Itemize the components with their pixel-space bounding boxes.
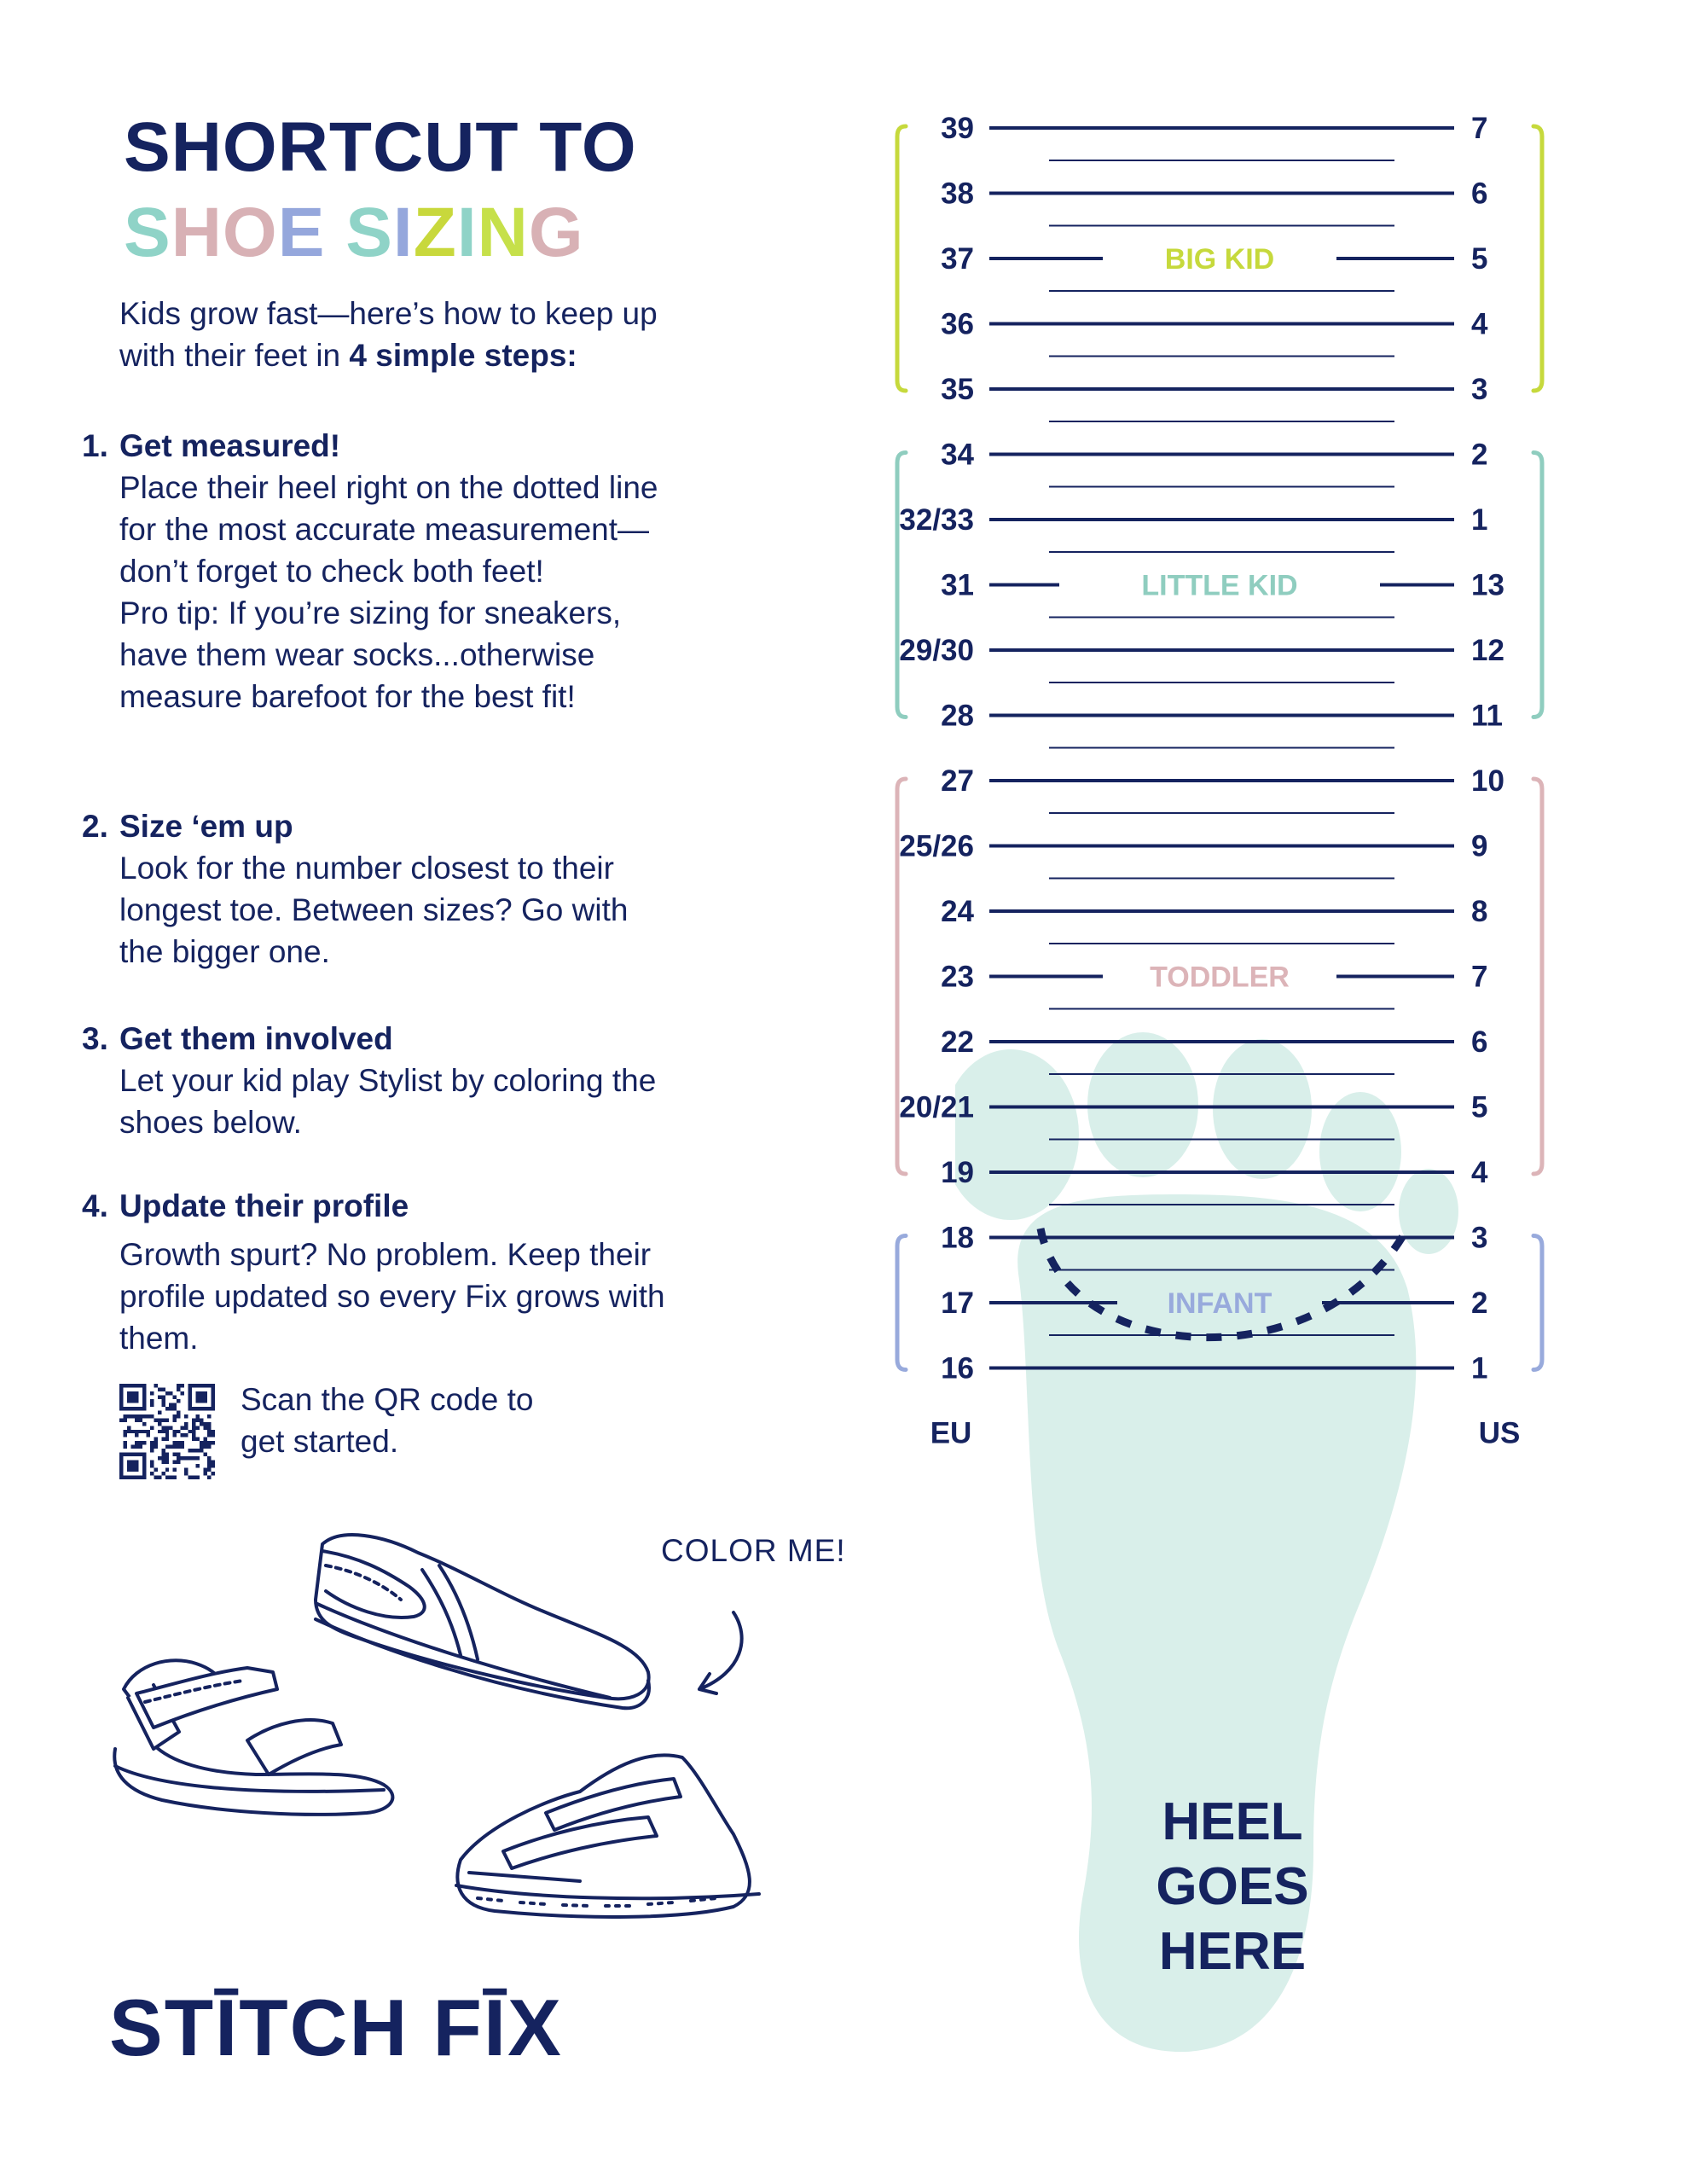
eu-size-label: 29/30 bbox=[899, 634, 974, 667]
us-size-label: 1 bbox=[1471, 503, 1488, 537]
eu-size-label: 16 bbox=[941, 1351, 974, 1385]
title-letter: Z bbox=[413, 194, 457, 271]
us-size-label: 4 bbox=[1471, 307, 1488, 341]
intro-regular: Kids grow fast—here’s how to keep up with their feet in bbox=[119, 296, 658, 373]
title-letter: I bbox=[392, 194, 414, 271]
heel-goes-here-label bbox=[1139, 1790, 1326, 1984]
title-letter: G bbox=[528, 194, 584, 271]
eu-size-label: 34 bbox=[941, 438, 974, 472]
eu-axis-label: EU bbox=[930, 1416, 972, 1450]
step-heading bbox=[82, 805, 679, 847]
title-letter bbox=[325, 194, 345, 271]
title-letter: S bbox=[345, 194, 393, 271]
group-bracket-left bbox=[897, 126, 906, 391]
group-bracket-left bbox=[897, 453, 906, 717]
group-label: TODDLER bbox=[1150, 961, 1290, 994]
eu-size-label: 23 bbox=[941, 960, 974, 994]
us-size-label: 5 bbox=[1471, 1090, 1488, 1124]
title-letter: H bbox=[171, 194, 223, 271]
us-size-label: 10 bbox=[1471, 764, 1504, 798]
eu-size-label: 18 bbox=[941, 1221, 974, 1255]
slip-on-shoe-icon bbox=[316, 1535, 649, 1708]
us-size-label: 7 bbox=[1471, 960, 1488, 994]
us-size-label: 3 bbox=[1471, 373, 1488, 406]
us-size-label: 11 bbox=[1471, 699, 1503, 733]
title-letter: S bbox=[124, 194, 171, 271]
eu-size-label: 24 bbox=[941, 895, 974, 928]
step-heading bbox=[82, 425, 679, 467]
title-letter: E bbox=[277, 194, 326, 271]
step-paragraph: Growth spurt? No problem. Keep their profile updated so every Fix grows with them. bbox=[119, 1237, 665, 1356]
step-paragraph: Look for the number closest to their longest toe. Between sizes? Go with the bigger one. bbox=[119, 851, 629, 969]
title-letter: N bbox=[477, 194, 529, 271]
us-axis-label: US bbox=[1478, 1416, 1521, 1450]
group-bracket-right bbox=[1533, 126, 1542, 391]
eu-size-label: 20/21 bbox=[899, 1090, 974, 1124]
step-1 bbox=[82, 425, 679, 717]
step-paragraph: Pro tip: If you’re sizing for sneakers, have them wear socks...otherwise measure barefoot for the best fit! bbox=[119, 595, 622, 714]
group-bracket-right bbox=[1533, 779, 1542, 1174]
heel-line-1: HEEL bbox=[1162, 1792, 1303, 1851]
group-label: LITTLE KID bbox=[1141, 569, 1298, 602]
step-body bbox=[119, 467, 679, 717]
us-size-label: 9 bbox=[1471, 829, 1488, 863]
shoes-illustration bbox=[102, 1519, 844, 1928]
heel-line-2: GOES bbox=[1156, 1857, 1309, 1916]
title-letter: O bbox=[222, 194, 278, 271]
step-2 bbox=[82, 805, 679, 973]
curved-arrow-icon bbox=[699, 1612, 742, 1693]
brand-logo: STĪTCH FĪX bbox=[109, 1983, 563, 2072]
title-letter: I bbox=[456, 194, 478, 271]
step-body bbox=[119, 1060, 679, 1143]
step-title: Get them involved bbox=[119, 1021, 393, 1056]
eu-size-label: 36 bbox=[941, 307, 974, 341]
intro-text bbox=[119, 293, 665, 376]
group-bracket-right bbox=[1533, 453, 1542, 717]
step-paragraph: Let your kid play Stylist by coloring the shoes below. bbox=[119, 1063, 657, 1140]
eu-size-label: 37 bbox=[941, 242, 974, 276]
step-number: 4. bbox=[82, 1188, 108, 1223]
us-size-label: 3 bbox=[1471, 1221, 1488, 1255]
size-ruler bbox=[870, 85, 1603, 1502]
sandal-icon bbox=[114, 1660, 392, 1815]
us-size-label: 8 bbox=[1471, 895, 1488, 928]
eu-size-label: 32/33 bbox=[899, 503, 974, 537]
eu-size-label: 38 bbox=[941, 177, 974, 211]
us-size-label: 4 bbox=[1471, 1156, 1488, 1189]
qr-caption: Scan the QR code to get started. bbox=[241, 1382, 534, 1459]
step-heading bbox=[82, 1185, 679, 1227]
group-bracket-left bbox=[897, 1236, 906, 1370]
us-size-label: 13 bbox=[1471, 568, 1504, 602]
group-label: INFANT bbox=[1167, 1287, 1272, 1320]
step-number: 1. bbox=[82, 428, 108, 463]
step-3 bbox=[82, 1018, 679, 1143]
sneaker-icon bbox=[456, 1755, 759, 1917]
us-size-label: 6 bbox=[1471, 1025, 1488, 1059]
step-body bbox=[119, 1234, 679, 1359]
us-size-label: 2 bbox=[1471, 438, 1488, 472]
eu-size-label: 31 bbox=[941, 568, 974, 602]
eu-size-label: 25/26 bbox=[899, 829, 974, 863]
qr-code[interactable] bbox=[119, 1384, 215, 1479]
step-number: 2. bbox=[82, 809, 108, 844]
eu-size-label: 35 bbox=[941, 373, 974, 406]
step-4 bbox=[82, 1185, 679, 1359]
step-body bbox=[119, 847, 679, 973]
heel-line-3: HERE bbox=[1158, 1922, 1307, 1981]
us-size-label: 7 bbox=[1471, 112, 1488, 145]
step-heading bbox=[82, 1018, 679, 1060]
group-label: BIG KID bbox=[1164, 243, 1275, 276]
intro-bold: 4 simple steps: bbox=[349, 338, 577, 373]
us-size-label: 2 bbox=[1471, 1287, 1488, 1320]
title-line-2 bbox=[124, 194, 584, 271]
step-title: Size ‘em up bbox=[119, 809, 293, 844]
color-me-label: COLOR ME! bbox=[661, 1533, 846, 1568]
step-title: Get measured! bbox=[119, 428, 341, 463]
group-bracket-right bbox=[1533, 1236, 1542, 1370]
eu-size-label: 28 bbox=[941, 699, 974, 733]
eu-size-label: 39 bbox=[941, 112, 974, 145]
step-paragraph: Place their heel right on the dotted line for the most accurate measurement—don’t forget to check both feet! bbox=[119, 470, 658, 589]
us-size-label: 5 bbox=[1471, 242, 1488, 276]
eu-size-label: 17 bbox=[941, 1287, 974, 1320]
us-size-label: 6 bbox=[1471, 177, 1488, 211]
us-size-label: 12 bbox=[1471, 634, 1504, 667]
title-line-1: SHORTCUT TO bbox=[124, 108, 637, 186]
step-title: Update their profile bbox=[119, 1188, 409, 1223]
eu-size-label: 27 bbox=[941, 764, 974, 798]
step-number: 3. bbox=[82, 1021, 108, 1056]
eu-size-label: 19 bbox=[941, 1156, 974, 1189]
us-size-label: 1 bbox=[1471, 1351, 1488, 1385]
eu-size-label: 22 bbox=[941, 1025, 974, 1059]
heel-dotted-line bbox=[1041, 1228, 1407, 1338]
